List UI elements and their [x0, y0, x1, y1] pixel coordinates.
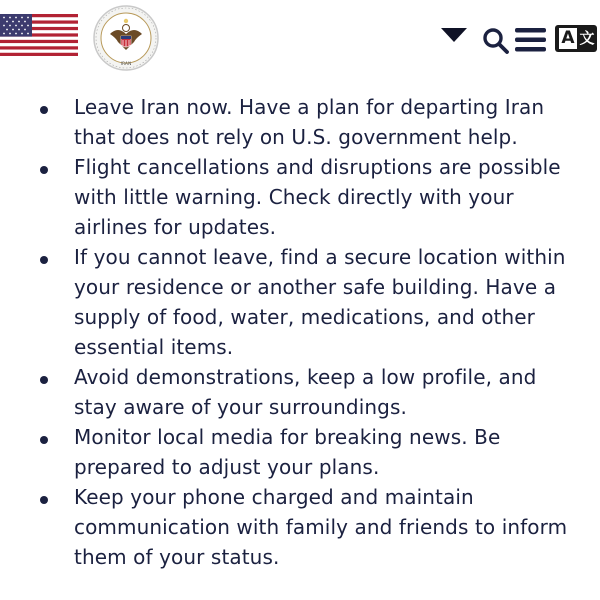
translate-other-glyph: 文 [579, 29, 595, 47]
seal-caption: IRAN [120, 62, 132, 67]
list-item [0, 242, 600, 362]
list-item [0, 92, 600, 152]
advisory-text: If you cannot leave, find a secure location within your residence or another safe building. Have a supply of food, water, medications, and other essential items. [74, 245, 566, 359]
list-item [0, 362, 600, 422]
list-item [0, 152, 600, 242]
advisory-text: Avoid demonstrations, keep a low profile, and stay aware of your surroundings. [74, 365, 537, 419]
bullet-icon [40, 106, 48, 114]
bullet-icon [40, 436, 48, 444]
bullet-icon [40, 256, 48, 264]
translate-icon[interactable] [555, 25, 600, 52]
top-header [0, 0, 600, 80]
advisory-text: Leave Iran now. Have a plan for departing Iran that does not rely on U.S. government help. [74, 95, 545, 149]
advisory-text: Keep your phone charged and maintain communication with family and friends to inform them of your status. [74, 485, 568, 569]
bullet-icon [40, 496, 48, 504]
hamburger-menu-icon[interactable] [515, 27, 546, 53]
us-flag-icon [0, 14, 78, 56]
bullet-icon [40, 166, 48, 174]
translate-latin-glyph: A [559, 28, 577, 49]
bullet-icon [40, 376, 48, 384]
list-item [0, 482, 600, 572]
advisory-text: Monitor local media for breaking news. Be prepared to adjust your plans. [74, 425, 501, 479]
caret-down-icon[interactable] [440, 26, 468, 44]
advisory-list [0, 92, 600, 572]
list-item [0, 422, 600, 482]
search-icon[interactable] [482, 27, 510, 55]
embassy-seal-icon[interactable] [92, 4, 160, 72]
advisory-text: Flight cancellations and disruptions are possible with little warning. Check directly with your airlines for updates. [74, 155, 561, 239]
